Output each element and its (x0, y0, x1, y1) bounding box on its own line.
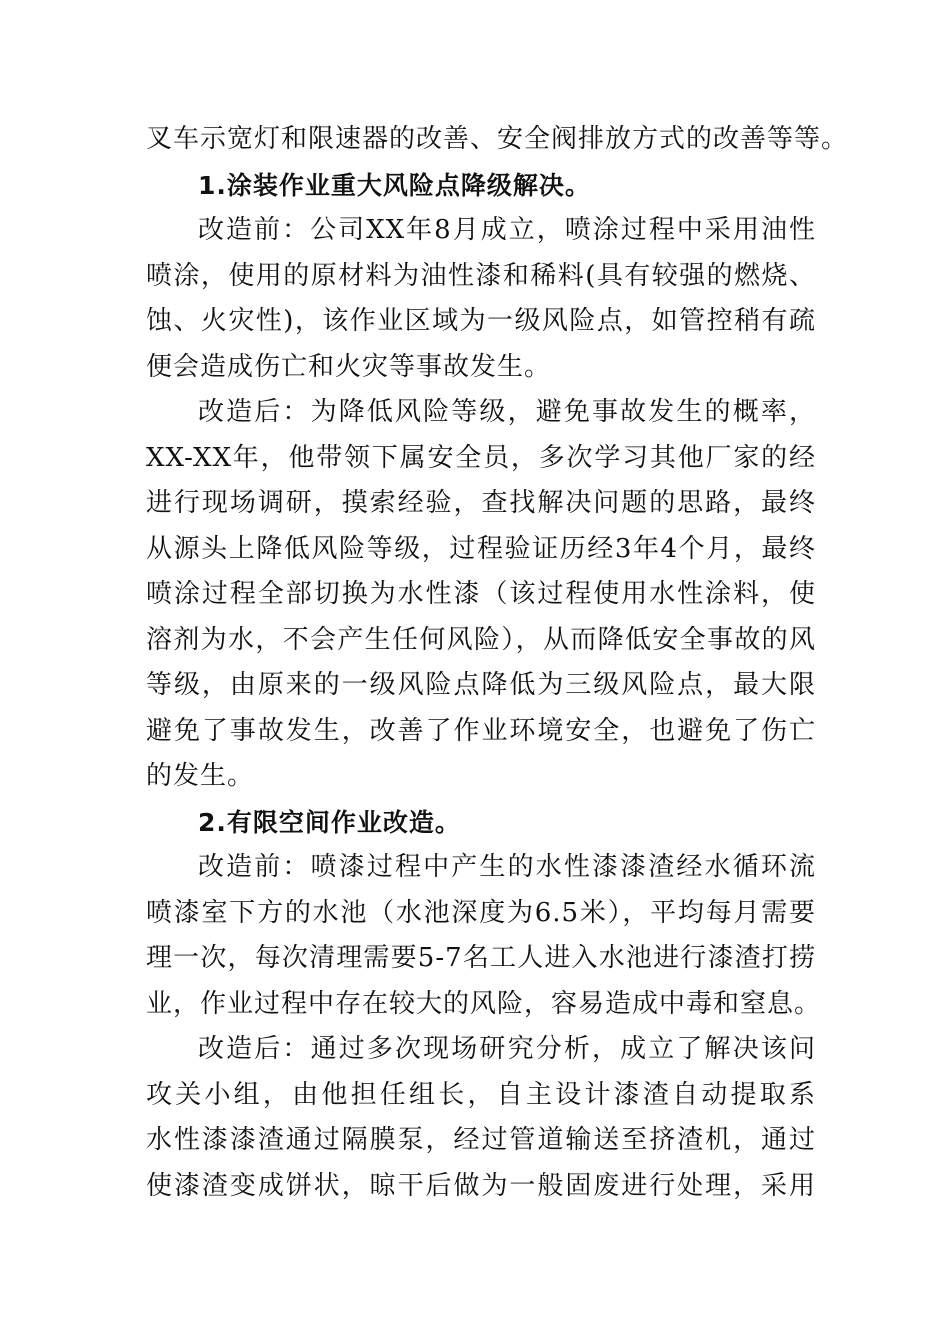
paragraph-line: 等级，由原来的一级风险点降低为三级风险点，最大限 (146, 670, 816, 700)
paragraph-line: 业，作业过程中存在较大的风险，容易造成中毒和窒息。 (146, 988, 822, 1019)
paragraph-line: 改造后：通过多次现场研究分析，成立了解决该问 (198, 1034, 816, 1064)
paragraph-line: 便会造成伤亡和火灾等事故发生。 (146, 351, 552, 382)
paragraph-line: 的发生。 (146, 761, 255, 791)
paragraph-line: 理一次，每次清理需要5-7名工人进入水池进行漆渣打捞 (146, 943, 816, 973)
paragraph-line: 喷涂，使用的原材料为油性漆和稀料(具有较强的燃烧、 (146, 260, 816, 291)
section-heading: 2.有限空间作业改造。 (198, 807, 461, 837)
document-body (146, 117, 849, 1209)
paragraph-line: 溶剂为水，不会产生任何风险），从而降低安全事故的风 (146, 624, 816, 655)
paragraph-line: XX-XX年，他带领下属安全员，多次学习其他厂家的经 (146, 442, 816, 473)
paragraph-line: 叉车示宽灯和限速器的改善、安全阀排放方式的改善等等。 (146, 124, 849, 154)
paragraph-line: 改造前：公司XX年8月成立，喷涂过程中采用油性 (198, 215, 816, 245)
paragraph-line: 从源头上降低风险等级，过程验证历经3年4个月，最终 (146, 533, 816, 564)
paragraph-line: 喷涂过程全部切换为水性漆（该过程使用水性涂料，使 (146, 579, 816, 609)
paragraph-line: 改造前：喷漆过程中产生的水性漆漆渣经水循环流 (198, 852, 816, 882)
section-heading: 1.涂装作业重大风险点降级解决。 (198, 170, 591, 200)
paragraph-line: 水性漆漆渣通过隔膜泵，经过管道输送至挤渣机，通过 (146, 1125, 816, 1155)
paragraph-line: 改造后：为降低风险等级，避免事故发生的概率， (198, 397, 816, 427)
paragraph-line: 喷漆室下方的水池（水池深度为6.5米），平均每月需要 (146, 897, 816, 928)
paragraph-line: 攻关小组，由他担任组长，自主设计漆渣自动提取系 (146, 1079, 816, 1110)
paragraph-line: 蚀、火灾性)，该作业区域为一级风险点，如管控稍有疏 (146, 306, 816, 336)
paragraph-line: 避免了事故发生，改善了作业环境安全，也避免了伤亡 (146, 715, 816, 746)
paragraph-line: 进行现场调研，摸索经验，查找解决问题的思路，最终 (146, 488, 816, 518)
paragraph-line: 使漆渣变成饼状，晾干后做为一般固废进行处理，采用 (146, 1170, 816, 1201)
